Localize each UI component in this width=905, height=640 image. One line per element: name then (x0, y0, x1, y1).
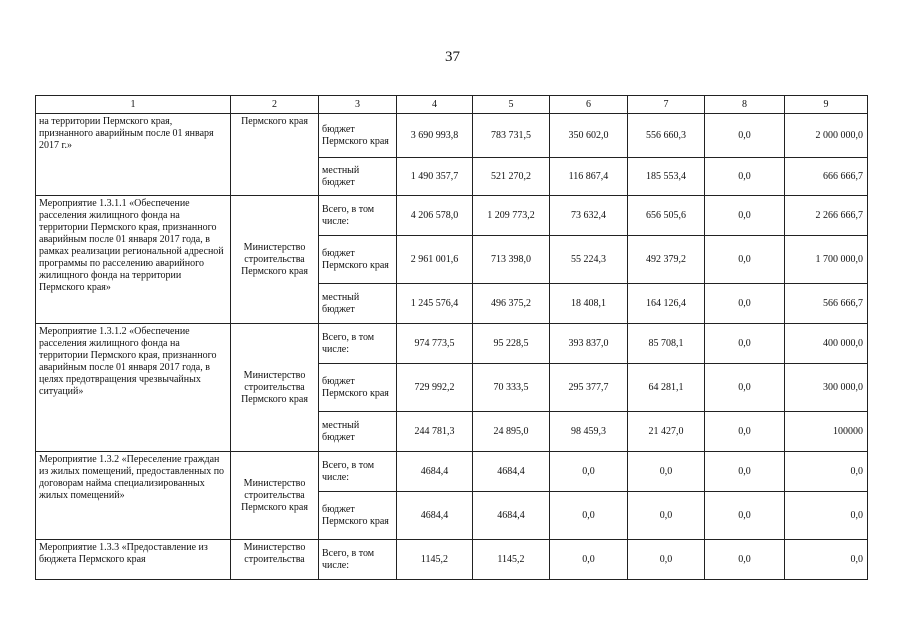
value-cell: 164 126,4 (628, 284, 705, 324)
measure-name: Мероприятие 1.3.3 «Предоставление из бюджета Пермского края (36, 540, 231, 580)
value-cell: 85 708,1 (628, 324, 705, 364)
value-cell: 21 427,0 (628, 412, 705, 452)
column-header: 8 (705, 96, 785, 114)
value-cell: 185 553,4 (628, 158, 705, 196)
column-header: 6 (550, 96, 628, 114)
column-header: 4 (397, 96, 473, 114)
value-cell: 400 000,0 (785, 324, 868, 364)
value-cell: 0,0 (705, 412, 785, 452)
value-cell: 0,0 (705, 540, 785, 580)
measure-name: Мероприятие 1.3.1.1 «Обеспечение расселения жилищного фонда на территории Пермского края, признанного аварийным после 01 января 2017 года, в рамках реализации региональной адресной программы по расселению аварийного жилищного фонда на территории Пермского края» (36, 196, 231, 324)
value-cell: 0,0 (550, 452, 628, 492)
value-cell: 729 992,2 (397, 364, 473, 412)
value-cell: 0,0 (785, 492, 868, 540)
budget-table (35, 95, 868, 580)
value-cell: 656 505,6 (628, 196, 705, 236)
value-cell: 1145,2 (473, 540, 550, 580)
value-cell: 4684,4 (473, 492, 550, 540)
executor-cell: Министерство строительства (231, 540, 319, 580)
executor-cell: Министерство строительства Пермского края (231, 324, 319, 452)
table-body (36, 114, 868, 580)
column-header: 2 (231, 96, 319, 114)
value-cell: 2 000 000,0 (785, 114, 868, 158)
value-cell: 713 398,0 (473, 236, 550, 284)
value-cell: 1 700 000,0 (785, 236, 868, 284)
value-cell: 244 781,3 (397, 412, 473, 452)
value-cell: 0,0 (785, 540, 868, 580)
value-cell: 0,0 (705, 452, 785, 492)
value-cell: 1 490 357,7 (397, 158, 473, 196)
value-cell: 4 206 578,0 (397, 196, 473, 236)
value-cell: 0,0 (550, 492, 628, 540)
table-row (36, 196, 868, 236)
funding-source: бюджет Пермского края (319, 114, 397, 158)
funding-source: местный бюджет (319, 158, 397, 196)
value-cell: 0,0 (785, 452, 868, 492)
value-cell: 556 660,3 (628, 114, 705, 158)
value-cell: 116 867,4 (550, 158, 628, 196)
measure-name: на территории Пермского края, признанного аварийным после 01 января 2017 г.» (36, 114, 231, 196)
column-header: 3 (319, 96, 397, 114)
value-cell: 95 228,5 (473, 324, 550, 364)
value-cell: 0,0 (705, 236, 785, 284)
value-cell: 300 000,0 (785, 364, 868, 412)
value-cell: 0,0 (705, 196, 785, 236)
value-cell: 98 459,3 (550, 412, 628, 452)
value-cell: 566 666,7 (785, 284, 868, 324)
page-number: 37 (445, 49, 460, 65)
value-cell: 4684,4 (397, 452, 473, 492)
value-cell: 0,0 (705, 158, 785, 196)
table-row (36, 540, 868, 580)
executor-cell: Пермского края (231, 114, 319, 196)
value-cell: 0,0 (628, 540, 705, 580)
column-header: 5 (473, 96, 550, 114)
value-cell: 18 408,1 (550, 284, 628, 324)
table-header (36, 96, 868, 114)
value-cell: 55 224,3 (550, 236, 628, 284)
executor-cell: Министерство строительства Пермского края (231, 452, 319, 540)
value-cell: 1 245 576,4 (397, 284, 473, 324)
column-header: 7 (628, 96, 705, 114)
value-cell: 0,0 (705, 364, 785, 412)
value-cell: 393 837,0 (550, 324, 628, 364)
value-cell: 0,0 (705, 324, 785, 364)
funding-source: бюджет Пермского края (319, 236, 397, 284)
value-cell: 666 666,7 (785, 158, 868, 196)
value-cell: 24 895,0 (473, 412, 550, 452)
funding-source: местный бюджет (319, 412, 397, 452)
value-cell: 2 266 666,7 (785, 196, 868, 236)
value-cell: 64 281,1 (628, 364, 705, 412)
value-cell: 350 602,0 (550, 114, 628, 158)
value-cell: 100000 (785, 412, 868, 452)
value-cell: 4684,4 (473, 452, 550, 492)
value-cell: 0,0 (550, 540, 628, 580)
value-cell: 1145,2 (397, 540, 473, 580)
value-cell: 73 632,4 (550, 196, 628, 236)
value-cell: 496 375,2 (473, 284, 550, 324)
table-row (36, 452, 868, 492)
table-row (36, 114, 868, 158)
funding-source: бюджет Пермского края (319, 492, 397, 540)
column-header: 1 (36, 96, 231, 114)
measure-name: Мероприятие 1.3.1.2 «Обеспечение расселения жилищного фонда на территории Пермского края, признанного аварийным после 01 января 2017 года, в целях предотвращения чрезвычайных ситуаций» (36, 324, 231, 452)
value-cell: 0,0 (705, 492, 785, 540)
funding-source: Всего, в том числе: (319, 196, 397, 236)
value-cell: 3 690 993,8 (397, 114, 473, 158)
funding-source: Всего, в том числе: (319, 452, 397, 492)
funding-source: Всего, в том числе: (319, 324, 397, 364)
measure-name: Мероприятие 1.3.2 «Переселение граждан из жилых помещений, предоставленных по договорам найма специализированных жилых помещений» (36, 452, 231, 540)
value-cell: 0,0 (705, 284, 785, 324)
executor-cell: Министерство строительства Пермского края (231, 196, 319, 324)
value-cell: 70 333,5 (473, 364, 550, 412)
table-row (36, 324, 868, 364)
value-cell: 0,0 (628, 452, 705, 492)
value-cell: 0,0 (628, 492, 705, 540)
header-row (36, 96, 868, 114)
value-cell: 1 209 773,2 (473, 196, 550, 236)
funding-source: бюджет Пермского края (319, 364, 397, 412)
value-cell: 4684,4 (397, 492, 473, 540)
value-cell: 295 377,7 (550, 364, 628, 412)
funding-source: Всего, в том числе: (319, 540, 397, 580)
value-cell: 783 731,5 (473, 114, 550, 158)
value-cell: 492 379,2 (628, 236, 705, 284)
value-cell: 2 961 001,6 (397, 236, 473, 284)
value-cell: 521 270,2 (473, 158, 550, 196)
value-cell: 974 773,5 (397, 324, 473, 364)
funding-source: местный бюджет (319, 284, 397, 324)
column-header: 9 (785, 96, 868, 114)
value-cell: 0,0 (705, 114, 785, 158)
